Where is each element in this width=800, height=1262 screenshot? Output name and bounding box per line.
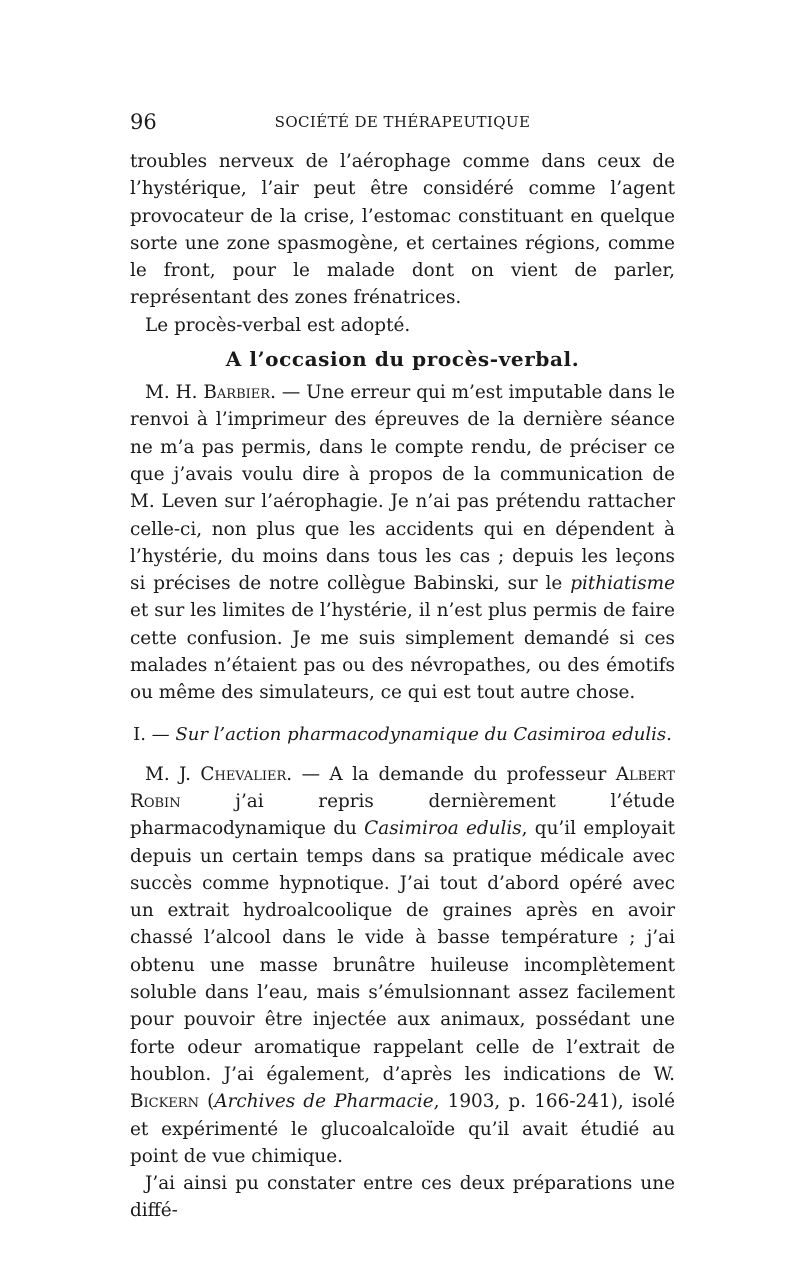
page-header — [130, 110, 675, 140]
speaker-name-barbier: Barbier — [203, 382, 271, 404]
speaker-prefix: M. J. — [145, 763, 201, 785]
term-casimiroa-edulis: Casimiroa edulis — [364, 818, 522, 840]
section-number: I. — — [133, 723, 176, 745]
section-heading-proces-verbal: A l’occasion du procès-verbal. — [225, 347, 580, 372]
paragraph-chevalier — [130, 761, 675, 1170]
paragraph-barbier — [130, 379, 675, 707]
paragraph-adopted: Le procès-verbal est adopté. — [145, 314, 411, 336]
page-number: 96 — [130, 110, 157, 134]
chevalier-text-3: , qu’il employait depuis un certain temps dans sa pratique médicale avec succès comme hypnotique. J’ai tout d’abord opéré avec un extrait hydroalcoolique de graines après en avoir chassé l’alcool dans le vide à basse température ; j’ai obtenu une masse brunâtre huileuse incomplètement soluble dans l’eau, mais s’émulsionnant assez facilement pour pouvoir être injectée aux animaux, possédant une forte odeur aromatique rappelant celle de l’extrait de houblon. J’ai également, d’après les indications de W. — [130, 818, 675, 1085]
section-heading-casimiroa — [130, 724, 675, 745]
barbier-text-1: . — Une erreur qui m’est imputable dans le renvoi à l’imprimeur des épreuves de la dernière séance ne m’a pas permis, dans le compte rendu, de préciser ce que j’avais voulu dire à propos de la communication de M. Leven sur l’aérophagie. Je n’ai pas prétendu rattacher celle-ci, non plus que les accidents qui en dépendent à l’hystérie, du moins dans tous les cas ; depuis les leçons si précises de notre collègue Babinski, sur le — [130, 382, 675, 595]
citation-archives-pharmacie: Archives de Pharmacie — [214, 1091, 434, 1113]
name-bickern: Bickern — [130, 1091, 199, 1113]
chevalier-text-1: . — A la demande du professeur — [286, 763, 616, 785]
page-body — [130, 148, 675, 1225]
chevalier-text-4: ( — [198, 1091, 215, 1113]
speaker-prefix: M. H. — [145, 382, 204, 404]
paragraph-final-line: J’ai ainsi pu constater entre ces deux préparations une diffé- — [130, 1173, 675, 1222]
paragraph-continuation: troubles nerveux de l’aérophage comme dans ceux de l’hystérique, l’air peut être considéré comme l’agent provocateur de la crise, l’estomac constituant en quelque sorte une zone spasmogène, et certaines régions, comme le front, pour le malade dont on vient de parler, représentant des zones frénatrices. — [130, 151, 675, 309]
name-albert-robin: Albert Robin — [130, 763, 675, 812]
speaker-name-chevalier: Chevalier — [200, 763, 287, 785]
barbier-text-2: et sur les limites de l’hystérie, il n’est plus permis de faire cette confusion. Je me suis simplement demandé si ces malades n’étaient pas ou des névropathes, ou des émotifs ou même des simulateurs, ce qui est tout autre chose. — [130, 600, 675, 704]
section-title: Sur l’action pharmacodynamique du Casimiroa edulis. — [175, 723, 672, 745]
term-pithiatisme: pithiatisme — [570, 573, 675, 595]
chevalier-text-2: j’ai repris dernièrement l’étude pharmacodynamique du — [130, 790, 675, 840]
running-title: SOCIÉTÉ DE THÉRAPEUTIQUE — [274, 113, 531, 131]
chevalier-text-5: , 1903, p. 166-241), isolé et expérimenté le glucoalcaloïde qu’il avait étudié au point de vue chimique. — [130, 1091, 675, 1167]
